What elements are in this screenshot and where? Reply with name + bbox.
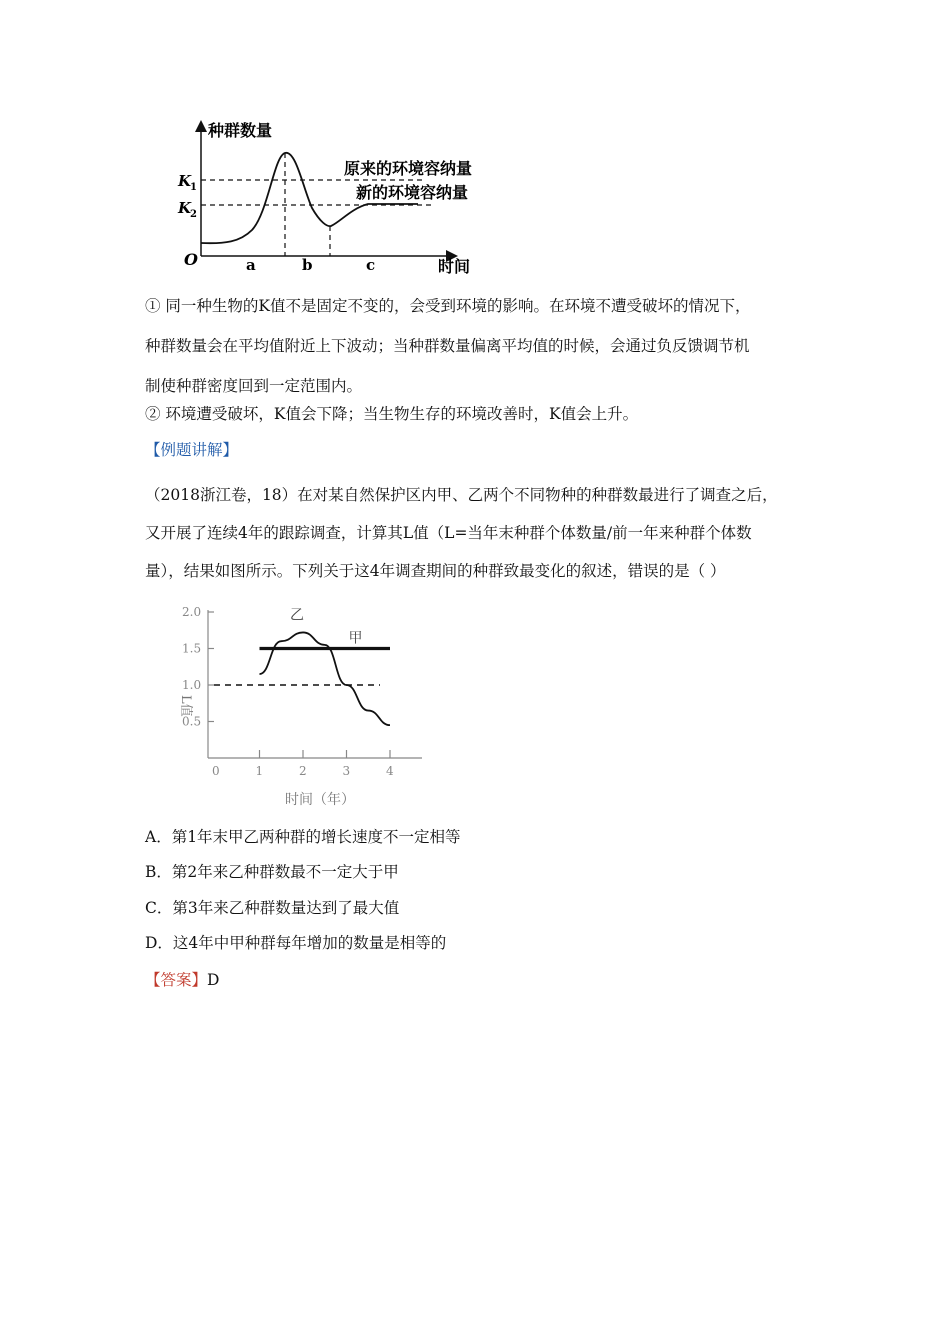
- question-line: 量），结果如图所示。下列关于这4年调查期间的种群致最变化的叙述，错误的是（ ）: [145, 562, 726, 580]
- chart-xlabel: 时间（年）: [285, 792, 355, 808]
- note-line: ① 同一种生物的K值不是固定不变的，会受到环境的影响。在环境不遭受破坏的情况下，: [145, 297, 751, 315]
- question-line: 又开展了连续4年的跟踪调查，计算其L值（L=当年末种群个体数量/前一年来种群个体数: [145, 524, 752, 542]
- phase-label-a: a: [246, 256, 256, 274]
- y-tick-label: 1.5: [182, 641, 202, 656]
- answer-value: D: [207, 971, 220, 989]
- note-line: 种群数量会在平均值附近上下波动；当种群数量偏离平均值的时候，会通过负反馈调节机: [145, 337, 750, 355]
- x-tick-label: 2: [299, 764, 307, 778]
- origin-label: O: [184, 250, 198, 269]
- option-d: D．这4年中甲种群每年增加的数量是相等的: [145, 934, 447, 952]
- k2-label: K: [178, 199, 192, 217]
- example-question: [145, 476, 825, 590]
- question-line: （2018浙江卷，18）在对某自然保护区内甲、乙两个不同物种的种群数最进行了调查之后，: [145, 486, 778, 504]
- k2-sub: 2: [190, 209, 197, 220]
- y-tick-label: 2.0: [182, 605, 202, 619]
- y-tick-label: 1.0: [182, 678, 202, 692]
- y-tick-label: 0.5: [182, 714, 202, 729]
- x-tick-label: 3: [342, 764, 351, 778]
- note-item-2: ② 环境遭受破坏，K值会下降；当生物生存的环境改善时，K值会上升。: [145, 405, 639, 423]
- chart-ylabel: L值: [178, 695, 193, 717]
- l-value-chart: [170, 600, 430, 812]
- k1-sub: 1: [190, 182, 197, 193]
- option-b: B．第2年来乙种群数最不一定大于甲: [145, 863, 399, 881]
- note-item-1: [145, 286, 825, 406]
- x-tick-label: 4: [386, 764, 394, 778]
- y-axis-label: 种群数量: [208, 121, 273, 140]
- example-heading: 【例题讲解】: [145, 441, 239, 459]
- k-value-figure: [170, 118, 510, 278]
- answer-label: 【答案】: [145, 971, 208, 989]
- note-line: 制使种群密度回到一定范围内。: [145, 377, 363, 395]
- phase-label-b: b: [302, 256, 313, 274]
- phase-label-c: c: [366, 256, 376, 274]
- series-label-jia: 甲: [348, 630, 363, 647]
- x-axis-label: 时间: [438, 257, 471, 276]
- option-a: A．第1年末甲乙两种群的增长速度不一定相等: [145, 828, 461, 846]
- series-line-yi: [260, 632, 391, 725]
- k1-label: K: [178, 172, 192, 190]
- x-tick-label: 0: [212, 764, 220, 778]
- original-capacity-label: 原来的环境容纳量: [344, 159, 473, 178]
- new-capacity-label: 新的环境容纳量: [356, 183, 469, 202]
- series-label-yi: 乙: [289, 607, 304, 624]
- option-c: C．第3年来乙种群数量达到了最大值: [145, 899, 400, 917]
- x-tick-label: 1: [255, 764, 264, 778]
- answer-line: [145, 970, 825, 990]
